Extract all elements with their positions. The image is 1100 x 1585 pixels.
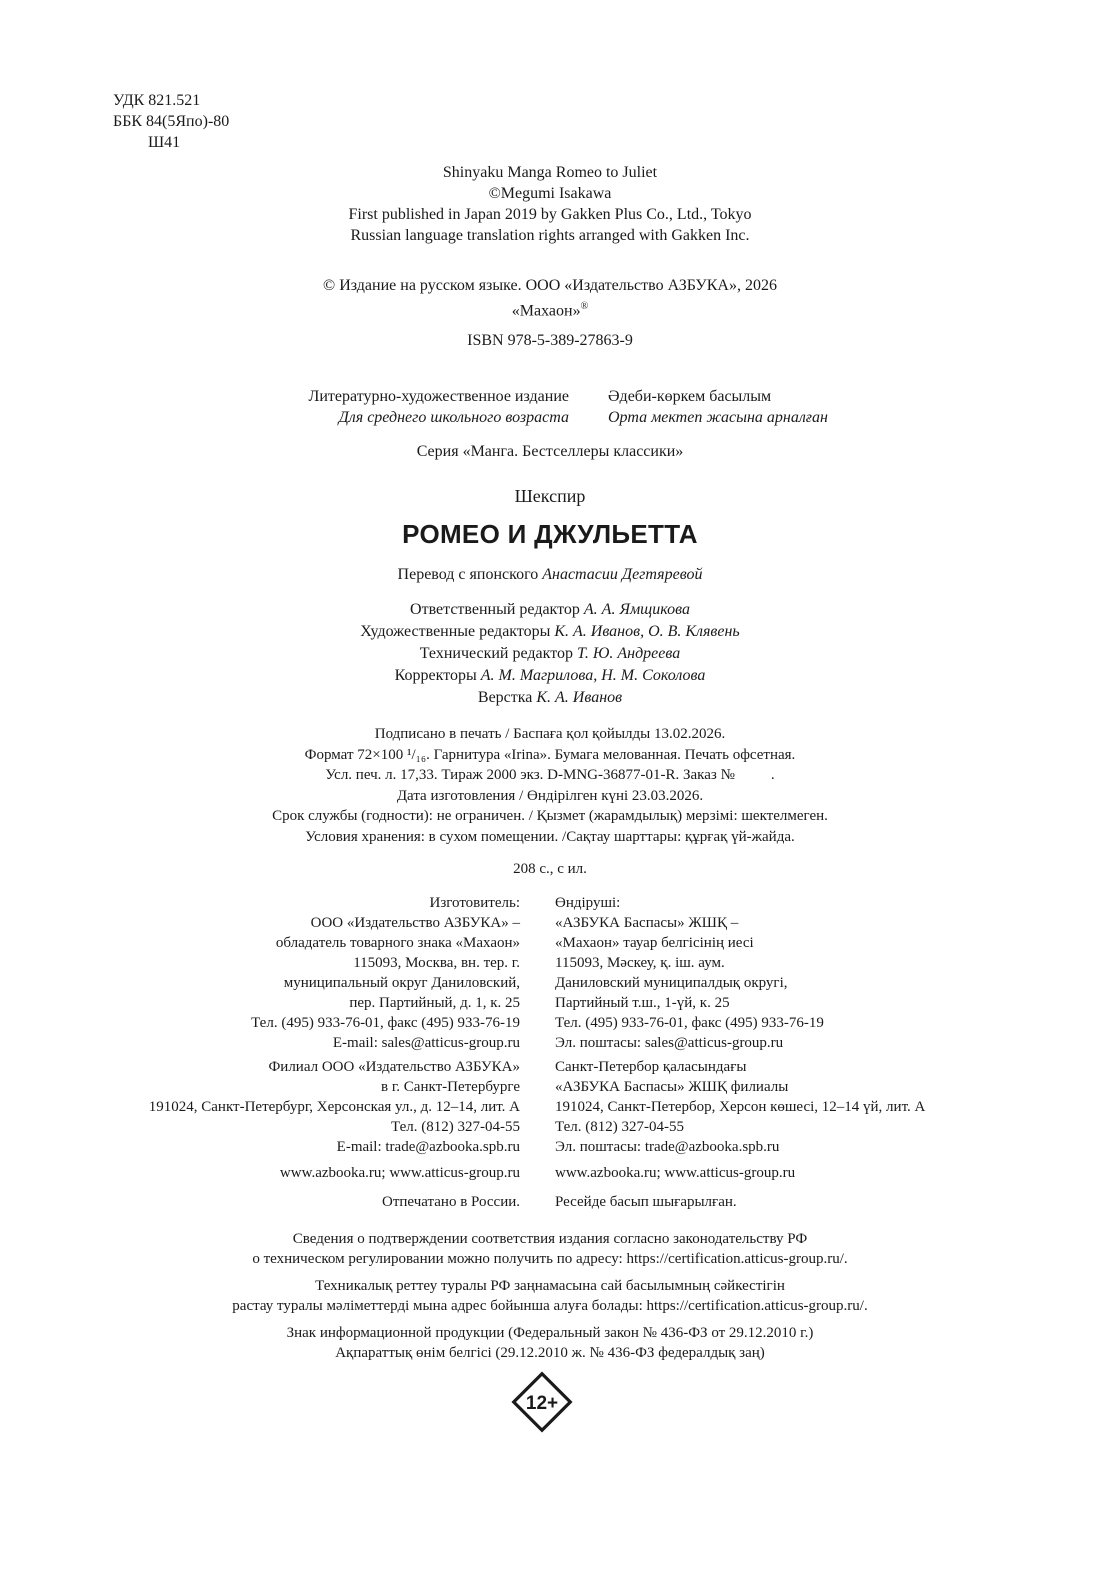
edition-type-ru	[309, 386, 569, 428]
manufacturer-kz-line: «АЗБУКА Баспасы» ЖШҚ –	[555, 915, 739, 931]
author-mark: Ш41	[148, 134, 181, 151]
branch-kz-line: Тел. (812) 327-04-55	[555, 1119, 684, 1135]
credit-line	[0, 621, 1100, 643]
branch-ru-line: Филиал ООО «Издательство АЗБУКА»	[268, 1059, 520, 1075]
brand-name: «Махаон»	[511, 302, 581, 320]
print-info-line: Срок службы (годности): не ограничен. / Қызмет (жарамдылық) мерзімі: шектелмеген.	[272, 808, 828, 824]
registered-mark: ®	[580, 301, 589, 312]
manufacturer-kz-line: Эл. поштасы: sales@atticus-group.ru	[555, 1035, 784, 1051]
copyright-line: © Издание на русском языке. ООО «Издательство АЗБУКА», 2026	[323, 277, 777, 294]
manufacturer-ru-line: ООО «Издательство АЗБУКА» –	[310, 915, 520, 931]
manufacturer-ru-line: обладатель товарного знака «Махаон»	[275, 935, 520, 951]
print-info	[0, 724, 1100, 847]
original-publisher: First published in Japan 2019 by Gakken Plus Co., Ltd., Tokyo	[348, 206, 752, 223]
manufacturer-kz-line: Өндіруші:	[555, 895, 621, 911]
credit-role: Верстка	[477, 689, 533, 706]
age-group-ru: Для среднего школьного возраста	[338, 409, 569, 426]
translator-name: Анастасии Дегтяревой	[542, 566, 703, 583]
russian-copyright	[0, 275, 1100, 321]
print-run-text: Усл. печ. л. 17,33. Тираж 2000 экз. D-MNG-36877-01-R. Заказ №	[325, 767, 735, 783]
certification-ru-line: Сведения о подтверждении соответствия издания согласно законодательству РФ	[292, 1231, 808, 1247]
translation-credit	[0, 564, 1100, 585]
age-rating-text: 12+	[525, 1393, 559, 1414]
certification-kz-line: Техникалық реттеу туралы РФ заңнамасына сай басылымның сәйкестігін	[315, 1278, 785, 1294]
manufacturer-kz-line: «Махаон» тауар белгісінің иесі	[555, 935, 754, 951]
info-sign-line: Ақпараттық өнім белгісі (29.12.2010 ж. № 436-ФЗ федералдық заң)	[335, 1345, 765, 1361]
websites-kz: www.azbooka.ru; www.atticus-group.ru	[555, 1165, 796, 1181]
original-edition-info	[0, 162, 1100, 246]
manufacturer-ru	[251, 893, 520, 1053]
credit-line	[0, 665, 1100, 687]
credit-role: Художественные редакторы	[360, 623, 551, 640]
age-group-kz: Орта мектеп жасына арналған	[608, 409, 828, 426]
print-info-line: Условия хранения: в сухом помещении. /Сақтау шарттары: құрғақ үй-жайда.	[305, 828, 795, 845]
translation-label: Перевод с японского	[397, 566, 539, 583]
credit-name: А. А. Ямщикова	[583, 601, 690, 618]
certification-ru-line: о техническом регулировании можно получить по адресу: https://certification.atticus-group.ru/.	[252, 1251, 848, 1267]
isbn: ISBN 978-5-389-27863-9	[467, 332, 633, 349]
print-info-line: Дата изготовления / Өндірілген күні 23.03.2026.	[396, 787, 704, 804]
branch-kz-line: Эл. поштасы: trade@azbooka.spb.ru	[555, 1139, 780, 1155]
websites-ru: www.azbooka.ru; www.atticus-group.ru	[279, 1165, 520, 1181]
credit-line	[0, 599, 1100, 621]
edition-type-kz-label: Әдеби-көркем басылым	[608, 388, 772, 405]
udk-code: УДК 821.521	[113, 92, 201, 109]
info-sign-line: Знак информационной продукции (Федеральный закон № 436-ФЗ от 29.12.2010 г.)	[286, 1325, 814, 1341]
credit-line	[0, 687, 1100, 709]
manufacturer-ru-line: Тел. (495) 933-76-01, факс (495) 933-76-19	[251, 1015, 520, 1031]
printed-kz: Ресейде басып шығарылған.	[555, 1194, 737, 1210]
certification-kz-line: растау туралы мәліметтерді мына адрес бойынша алуға болады: https://certification.atticus-group.ru/.	[232, 1298, 868, 1314]
credit-name: К. А. Иванов, О. В. Клявень	[554, 623, 740, 640]
printed-ru: Отпечатано в России.	[382, 1194, 520, 1210]
edition-type-kz	[608, 386, 828, 428]
print-info-line	[0, 765, 1100, 786]
manufacturer-kz-line: Тел. (495) 933-76-01, факс (495) 933-76-19	[555, 1015, 824, 1031]
print-info-line: Формат 72×100 ¹/₁₆. Гарнитура «Irina». Бумага мелованная. Печать офсетная.	[304, 746, 796, 763]
branch-ru-line: 191024, Санкт-Петербург, Херсонская ул., д. 12–14, лит. А	[148, 1099, 520, 1115]
classification-block	[113, 90, 229, 153]
manufacturer-kz-line: Даниловский муниципалдық округі,	[555, 975, 788, 991]
credit-name: Т. Ю. Андреева	[576, 645, 681, 662]
original-copyright: ©Megumi Isakawa	[488, 185, 612, 202]
manufacturer-ru-line: E-mail: sales@atticus-group.ru	[332, 1035, 520, 1051]
credit-line	[0, 643, 1100, 665]
branch-kz-line: 191024, Санкт-Петербор, Херсон көшесі, 12–14 үй, лит. А	[555, 1099, 926, 1115]
branch-kz	[555, 1057, 925, 1157]
manufacturer-ru-line: 115093, Москва, вн. тер. г.	[353, 955, 520, 971]
manufacturer-ru-line: муниципальный округ Даниловский,	[283, 975, 520, 991]
book-author: Шекспир	[514, 486, 586, 506]
translation-rights: Russian language translation rights arranged with Gakken Inc.	[350, 227, 750, 244]
branch-ru	[149, 1057, 520, 1157]
page-count: 208 с., с ил.	[513, 861, 587, 877]
manufacturer-ru-line: Изготовитель:	[429, 895, 520, 911]
series: Серия «Манга. Бестселлеры классики»	[416, 443, 684, 460]
branch-ru-line: E-mail: trade@azbooka.spb.ru	[336, 1139, 520, 1155]
credit-role: Корректоры	[394, 667, 477, 684]
bbk-code: ББК 84(5Япо)-80	[113, 113, 230, 130]
branch-kz-line: «АЗБУКА Баспасы» ЖШҚ филиалы	[555, 1079, 789, 1095]
branch-ru-line: Тел. (812) 327-04-55	[391, 1119, 520, 1135]
branch-ru-line: в г. Санкт-Петербурге	[381, 1079, 520, 1095]
certification-ru	[0, 1229, 1100, 1269]
book-title: РОМЕО И ДЖУЛЬЕТТА	[402, 519, 698, 549]
age-rating-diamond-icon	[510, 1370, 574, 1434]
original-title: Shinyaku Manga Romeo to Juliet	[442, 164, 658, 181]
print-info-line: Подписано в печать / Баспаға қол қойылды 13.02.2026.	[374, 726, 726, 742]
age-rating-badge	[510, 1370, 574, 1434]
credit-role: Ответственный редактор	[410, 601, 580, 618]
info-sign-text	[0, 1323, 1100, 1363]
brand-line	[0, 296, 1100, 321]
branch-kz-line: Санкт-Петербор қаласындағы	[555, 1059, 747, 1075]
edition-type-ru-label: Литературно-художественное издание	[308, 388, 569, 405]
credit-role: Технический редактор	[419, 645, 573, 662]
manufacturer-kz-line: Партийный т.ш., 1-үй, к. 25	[555, 995, 730, 1011]
manufacturer-kz-line: 115093, Мәскеу, қ. іш. аум.	[555, 955, 725, 971]
credits	[0, 599, 1100, 709]
credit-name: А. М. Магрилова, Н. М. Соколова	[480, 667, 706, 684]
credit-name: К. А. Иванов	[536, 689, 623, 706]
manufacturer-ru-line: пер. Партийный, д. 1, к. 25	[349, 995, 520, 1011]
order-number-dot: .	[770, 767, 775, 783]
certification-kz	[0, 1276, 1100, 1316]
manufacturer-kz	[555, 893, 824, 1053]
